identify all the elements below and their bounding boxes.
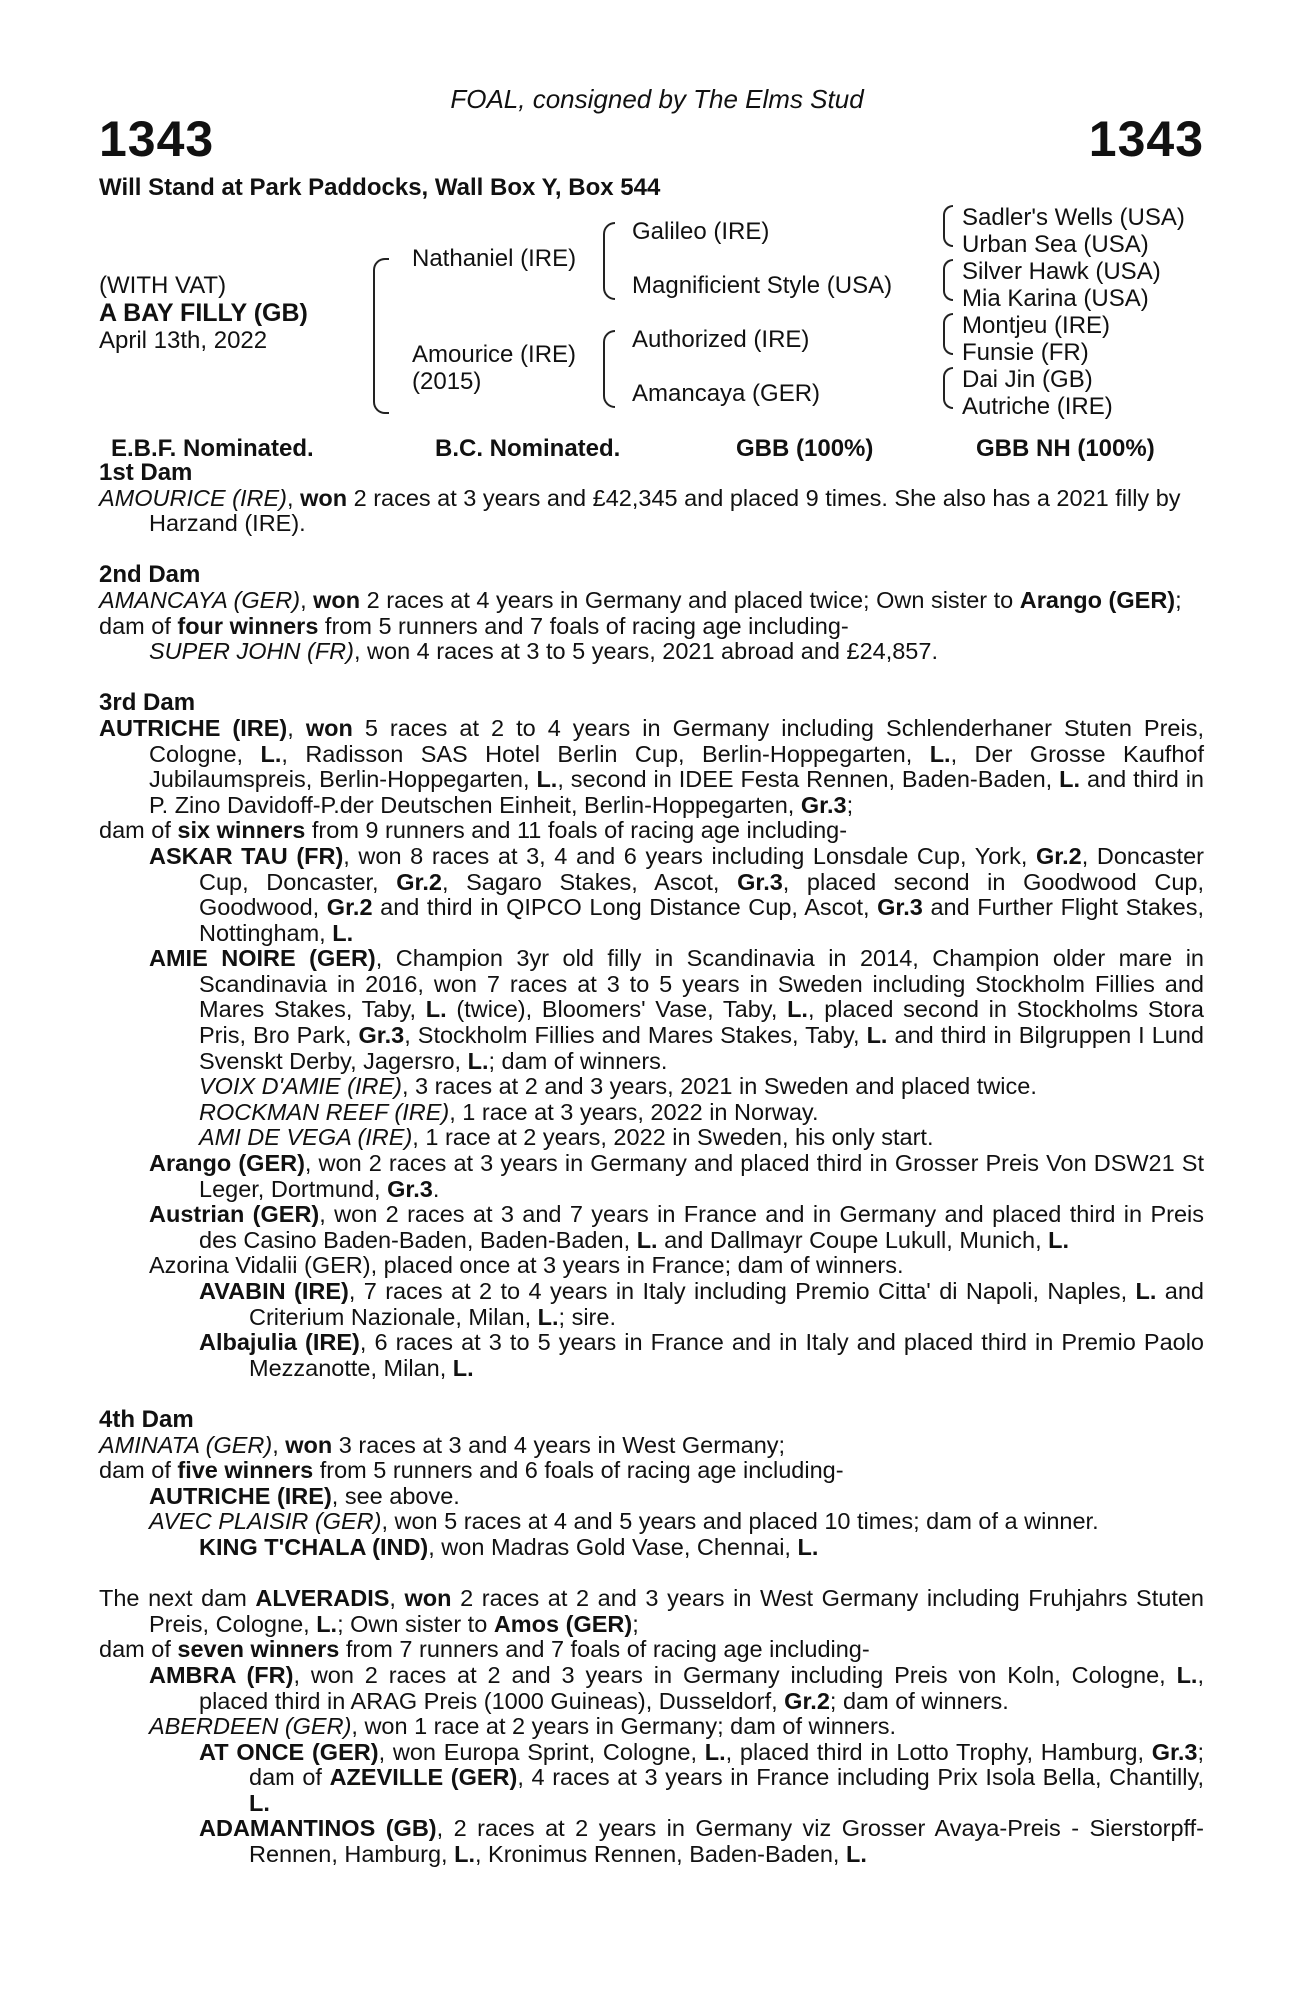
horse-name: A BAY FILLY (GB) [99, 299, 308, 327]
dam-line-text [99, 460, 1204, 1868]
produce-rockman-reef: ROCKMAN REEF (IRE), 1 race at 3 years, 2022 in Norway. [199, 1098, 819, 1125]
pedigree-sire-dam: Magnificient Style (USA) [632, 272, 893, 299]
pedigree-dds: Dai Jin (GB) [962, 366, 1093, 393]
third-dam-heading: 3rd Dam [99, 689, 196, 717]
pedigree-sss: Sadler's Wells (USA) [962, 204, 1185, 231]
nomination-gbb-nh: GBB NH (100%) [976, 435, 1155, 462]
nomination-gbb: GBB (100%) [736, 435, 874, 462]
nomination-bc: B.C. Nominated. [435, 435, 621, 462]
produce-albajulia: Albajulia (IRE), 6 races at 3 to 5 years in France and in Italy and placed third in Premio Paolo Mezzanotte, Milan, L. [199, 1329, 1205, 1381]
produce-arango: Arango (GER), won 2 races at 3 years in Germany and placed third in Grosser Preis Von DSW21 St Leger, Dortmund, Gr.3. [149, 1150, 1204, 1202]
next-dam-produce-summary: dam of seven winners from 7 runners and 7 foals of racing age including- [99, 1636, 870, 1663]
foaling-date: April 13th, 2022 [99, 327, 268, 354]
second-dam-heading: 2nd Dam [99, 561, 201, 589]
produce-avec-plaisir: AVEC PLAISIR (GER), won 5 races at 4 and 5 years and placed 10 times; dam of a winner. [149, 1508, 1099, 1535]
pedigree-dam-sire: Authorized (IRE) [632, 326, 810, 353]
produce-amie-noire: AMIE NOIRE (GER), Champion 3yr old filly in Scandinavia in 2014, Champion older mare in Scandinavia in 2016, won 7 races at 3 to 5 years in Sweden including Stockholm Fillies and Mares Stakes, Taby, L. (twice), Bloomers' Vase, Taby, L., placed second in Stockholms Stora Pris, Bro Park, Gr.3, Stockholm Fillies and Mares Stakes, Taby, L. and third in Bilgruppen I Lund Svenskt Derby, Jagersro, L.; dam of winners. [149, 945, 1204, 1074]
fourth-dam-heading: 4th Dam [99, 1405, 194, 1433]
produce-super-john: SUPER JOHN (FR), won 4 races at 3 to 5 years, 2021 abroad and £24,857. [149, 638, 938, 665]
produce-azorina-vidalii: Azorina Vidalii (GER), placed once at 3 years in France; dam of winners. [149, 1252, 904, 1279]
third-dam-entry: AUTRICHE (IRE), won 5 races at 2 to 4 years in Germany including Schlenderhaner Stuten Preis, Cologne, L., Radisson SAS Hotel Berlin Cup, Berlin-Hoppegarten, L., Der Grosse Kaufhof Jubilaumspreis, Berlin-Hoppegarten, L., second in IDEE Festa Rennen, Baden-Baden, L. and third in P. Zino Davidoff-P.der Deutschen Einheit, Berlin-Hoppegarten, Gr.3; [99, 714, 1205, 818]
fourth-dam-entry: AMINATA (GER), won 3 races at 3 and 4 years in West Germany; [99, 1431, 786, 1458]
consignment-line: FOAL, consigned by The Elms Stud [450, 84, 864, 114]
pedigree-sds: Silver Hawk (USA) [962, 258, 1161, 285]
pedigree-sdd: Mia Karina (USA) [962, 285, 1149, 312]
produce-adamantinos: ADAMANTINOS (GB), 2 races at 2 years in Germany viz Grosser Avaya-Preis - Sierstorpff-Rennen, Hamburg, L., Kronimus Rennen, Baden-Baden, L. [199, 1815, 1205, 1868]
second-dam-entry: AMANCAYA (GER), won 2 races at 4 years in Germany and placed twice; Own sister to Arango (GER); [99, 586, 1182, 613]
produce-voix-damie: VOIX D'AMIE (IRE), 3 races at 2 and 3 years, 2021 in Sweden and placed twice. [199, 1073, 1037, 1100]
produce-king-tchala: KING T'CHALA (IND), won Madras Gold Vase, Chennai, L. [199, 1533, 819, 1560]
first-dam-entry: AMOURICE (IRE), won 2 races at 3 years and £42,345 and placed 9 times. She also has a 2021 filly by Harzand (IRE). [99, 484, 1181, 537]
vat-note: (WITH VAT) [99, 272, 227, 299]
produce-austrian: Austrian (GER), won 2 races at 3 and 7 years in France and in Germany and placed third in Preis des Casino Baden-Baden, Baden-Baden, L. and Dallmayr Coupe Lukull, Munich, L. [149, 1201, 1204, 1253]
produce-autriche: AUTRICHE (IRE), see above. [149, 1482, 460, 1509]
pedigree-bracket-ss [943, 205, 953, 247]
lot-number-right: 1343 [1088, 111, 1204, 167]
first-dam-heading: 1st Dam [99, 459, 193, 486]
pedigree-ssd: Urban Sea (USA) [962, 231, 1149, 258]
pedigree-bracket-sd [943, 259, 953, 301]
produce-ami-de-vega: AMI DE VEGA (IRE), 1 race at 2 years, 2022 in Sweden, his only start. [199, 1124, 934, 1151]
pedigree-sire-sire: Galileo (IRE) [632, 218, 770, 245]
second-dam-produce-summary: dam of four winners from 5 runners and 7 foals of racing age including- [99, 612, 849, 639]
nomination-ebf: E.B.F. Nominated. [111, 435, 314, 462]
pedigree-dss: Montjeu (IRE) [962, 312, 1111, 339]
produce-aberdeen: ABERDEEN (GER), won 1 race at 2 years in Germany; dam of winners. [149, 1713, 897, 1740]
pedigree-dam: Amourice (IRE) [412, 341, 577, 368]
pedigree-dsd: Funsie (FR) [962, 339, 1089, 366]
next-dam-entry: The next dam ALVERADIS, won 2 races at 2 and 3 years in West Germany including Fruhjahrs Stuten Preis, Cologne, L.; Own sister to Amos (GER); [99, 1585, 1204, 1637]
pedigree-dam-year: (2015) [412, 368, 482, 395]
produce-ambra: AMBRA (FR), won 2 races at 2 and 3 years in Germany including Preis von Koln, Cologne, L., placed third in ARAG Preis (1000 Guineas), Dusseldorf, Gr.2; dam of winners. [149, 1661, 1204, 1714]
pedigree-bracket-ds [943, 313, 953, 355]
produce-askar-tau: ASKAR TAU (FR), won 8 races at 3, 4 and 6 years including Lonsdale Cup, York, Gr.2, Doncaster Cup, Doncaster, Gr.2, Sagaro Stakes, Ascot, Gr.3, placed second in Goodwood Cup, Goodwood, Gr.2 and third in QIPCO Long Distance Cup, Ascot, Gr.3 and Further Flight Stakes, Nottingham, L. [149, 842, 1205, 946]
pedigree-sire: Nathaniel (IRE) [412, 245, 577, 272]
pedigree-dam-dam: Amancaya (GER) [632, 380, 821, 407]
stand-location: Will Stand at Park Paddocks, Wall Box Y, Box 544 [99, 174, 661, 201]
pedigree-bracket-dam [603, 330, 615, 408]
third-dam-produce-summary: dam of six winners from 9 runners and 11 foals of racing age including- [99, 817, 848, 844]
fourth-dam-produce-summary: dam of five winners from 5 runners and 6 foals of racing age including- [99, 1457, 844, 1484]
produce-avabin: AVABIN (IRE), 7 races at 2 to 4 years in Italy including Premio Citta' di Napoli, Naples, L. and Criterium Nazionale, Milan, L.; sire. [199, 1278, 1204, 1330]
produce-at-once: AT ONCE (GER), won Europa Sprint, Cologne, L., placed third in Lotto Trophy, Hamburg, Gr.3; dam of AZEVILLE (GER), 4 races at 3 years in France including Prix Isola Bella, Chantilly, L. [199, 1738, 1204, 1816]
pedigree-bracket-sire [603, 222, 615, 300]
pedigree-bracket-dd [943, 367, 953, 409]
lot-number-left: 1343 [99, 111, 215, 167]
pedigree-ddd: Autriche (IRE) [962, 393, 1113, 420]
pedigree-bracket-main [373, 258, 389, 414]
